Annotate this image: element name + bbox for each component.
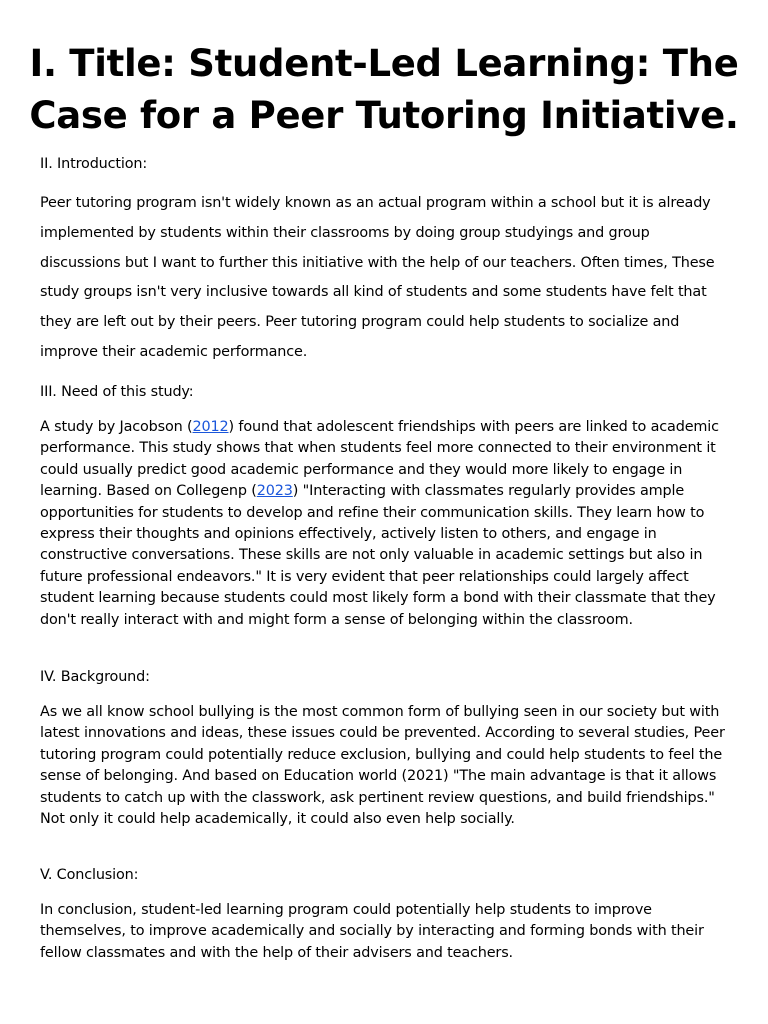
- introduction-paragraph: Peer tutoring program isn't widely known as an actual program within a school but it is already implemented by students within their classrooms by doing group studyings and group discussions but I want to further this initiative with the help of our teachers. Often times, These study groups isn't very inclusive towards all kind of students and some students have felt that they are left out by their peers. Peer tutoring program could help students to socialize and improve their academic performance.: [40, 195, 715, 360]
- citation-link-2012[interactable]: 2012: [192, 419, 229, 435]
- introduction-heading: II. Introduction:: [40, 156, 148, 172]
- need-of-study-paragraph: [40, 417, 730, 631]
- background-heading: IV. Background:: [40, 669, 150, 685]
- need-text-part-1: A study by Jacobson (: [40, 419, 193, 435]
- citation-link-2023[interactable]: 2023: [256, 483, 293, 500]
- need-text-part-2: ) found that adolescent friendships with peers are linked to academic performance. This study shows that when students feel more connected to their environment it could usually predict good academic performance and they would more likely to engage in learning. Based on Collegenp (: [40, 419, 719, 500]
- need-text-part-3: ) "Interacting with classmates regularly provides ample opportunities for students to develop and refine their communication skills. They learn how to express their thoughts and opinions effectively, actively listen to others, and engage in constructive conversations. These skills are not only valuable in academic settings but also in future professional endeavors." It is very evident that peer relationships could largely affect student learning because students could most likely form a bond with their classmate that they don't really interact with and might form a sense of belonging within the classroom.: [40, 483, 716, 628]
- conclusion-paragraph: In conclusion, student-led learning program could potentially help students to improve themselves, to improve academically and socially by interacting and forming bonds with their fellow classmates and with the help of their advisers and teachers.: [40, 902, 704, 961]
- document-title: I. Title: Student-Led Learning: The Case for a Peer Tutoring Initiative.: [29, 42, 739, 137]
- need-of-study-heading: III. Need of this study:: [40, 384, 194, 400]
- background-paragraph: As we all know school bullying is the most common form of bullying seen in our society but with latest innovations and ideas, these issues could be prevented. According to several studies, Peer tutoring program could potentially reduce exclusion, bullying and could help students to feel the sense of belonging. And based on Education world (2021) "The main advantage is that it allows students to catch up with the classwork, ask pertinent review questions, and build friendships." Not only it could help academically, it could also even help socially.: [40, 704, 725, 828]
- conclusion-heading: V. Conclusion:: [40, 867, 139, 883]
